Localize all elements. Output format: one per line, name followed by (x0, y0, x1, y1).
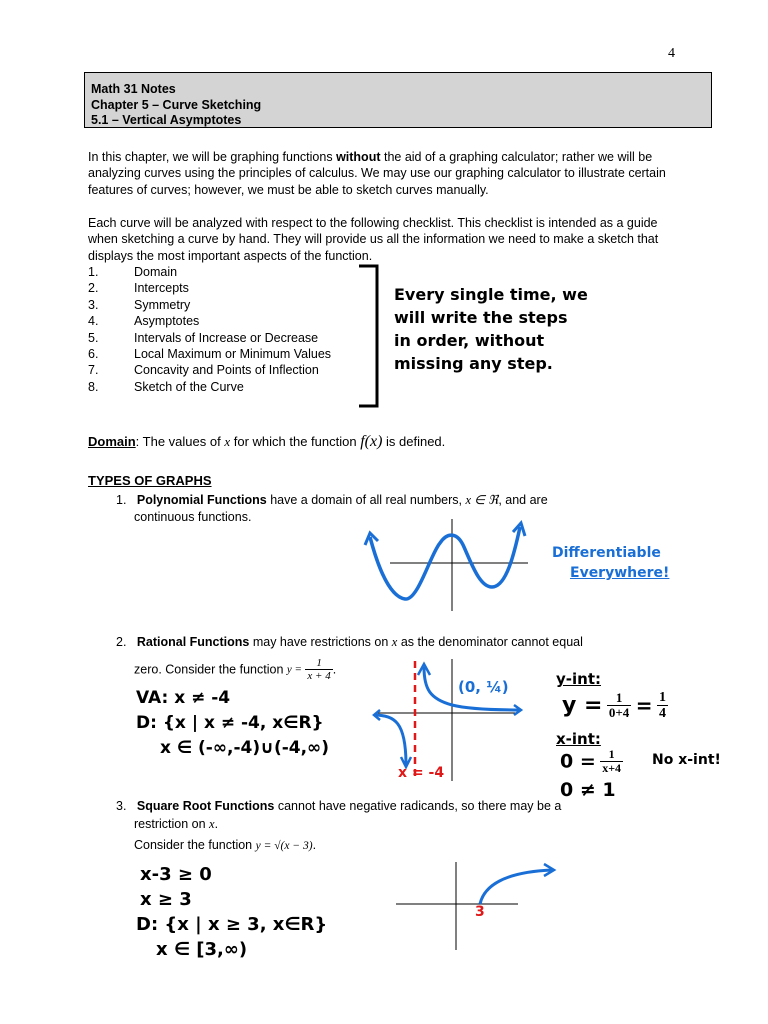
x-intercept-line2: 0 ≠ 1 (560, 779, 616, 801)
sqrt-line3: Consider the function y = √(x − 3). (134, 838, 317, 852)
header-box (84, 72, 712, 128)
rational-handwritten-work: VA: x ≠ -4 D: {x | x ≠ -4, x∈R} x ∈ (-∞,-4)∪(-4,∞) (136, 688, 329, 758)
list-item: 1. Domain (88, 265, 178, 279)
differentiable-note: Differentiable Everywhere! (552, 545, 670, 581)
intro-bold: without (336, 150, 381, 164)
header-course: Math 31 Notes (91, 82, 176, 96)
polynomial-line2: continuous functions. (134, 510, 252, 524)
polynomial-graph (360, 515, 535, 615)
sqrt-handwritten-work: x-3 ≥ 0 x ≥ 3 D: {x | x ≥ 3, x∈R} x ∈ [3,∞) (136, 864, 328, 960)
intro-text-1: In this chapter, we will be graphing functions (88, 150, 337, 164)
rational-line2: zero. Consider the function y = $\frac{1}{x + 4}$ . (134, 657, 337, 682)
sqrt-point-label: 3 (475, 904, 485, 920)
header-chapter: Chapter 5 – Curve Sketching (91, 97, 262, 112)
rational-line1: 2. Rational Functions may have restrictions on x as the denominator cannot equal (116, 635, 583, 649)
header-section: 5.1 – Vertical Asymptotes (91, 113, 242, 127)
page-number: 4 (668, 46, 675, 61)
list-item: 8. Sketch of the Curve (88, 379, 244, 394)
list-item: 5. Intervals of Increase or Decrease (88, 330, 319, 345)
polynomial-line1: 1. Polynomial Functions have a domain of all real numbers, x ∈ ℜ, and are (116, 493, 548, 507)
sqrt-line1: 3. Square Root Functions cannot have negative radicands, so there may be a (116, 799, 562, 813)
intro-text-2: the aid of a graphing calculator; rather we will be analyzing curves using the principles of calculus. We may use our graphing calculator to illustrate certain features of curves; however, we must be able to sketch curves manually. (88, 150, 666, 197)
checklist (88, 264, 331, 395)
intro-paragraph (88, 149, 688, 198)
no-x-intercept-note: No x-int! (652, 752, 721, 768)
handwritten-note: Every single time, we will write the steps in order, without missing any step. (394, 285, 588, 373)
x-intercept-work: 0 = $\frac{1}{x+4}$ (560, 747, 622, 775)
checklist-intro: Each curve will be analyzed with respect to the following checklist. This checklist is intended as a guide when sketching a curve by hand. They will provide us all the information we need to make a sketch that displays the most important aspects of the function. (88, 216, 659, 263)
types-heading: TYPES OF GRAPHS (88, 473, 212, 488)
rational-graph (368, 655, 528, 787)
sqrt-line2: restriction on x. (134, 817, 219, 831)
list-item: 2. Intercepts (88, 281, 189, 296)
rational-fraction: $\frac{1}{x + 4}$ (307, 657, 331, 682)
asymptote-label: x = -4 (398, 765, 445, 781)
list-item: 7. Concavity and Points of Inflection (88, 363, 319, 378)
y-intercept-work: y = $\frac{1}{0+4}$ = $\frac{1}{4}$ (562, 690, 666, 721)
list-item: 4. Asymptotes (88, 314, 200, 329)
checklist-bracket (355, 262, 385, 410)
y-intercept-label: y-int: (556, 670, 601, 688)
domain-definition: Domain: The values of x for which the function f(x) is defined. (88, 433, 446, 450)
x-intercept-label: x-int: (556, 730, 601, 748)
rational-point-label: (0, ¼) (458, 678, 509, 696)
list-item: 3. Symmetry (88, 297, 191, 312)
list-item: 6. Local Maximum or Minimum Values (88, 346, 332, 361)
